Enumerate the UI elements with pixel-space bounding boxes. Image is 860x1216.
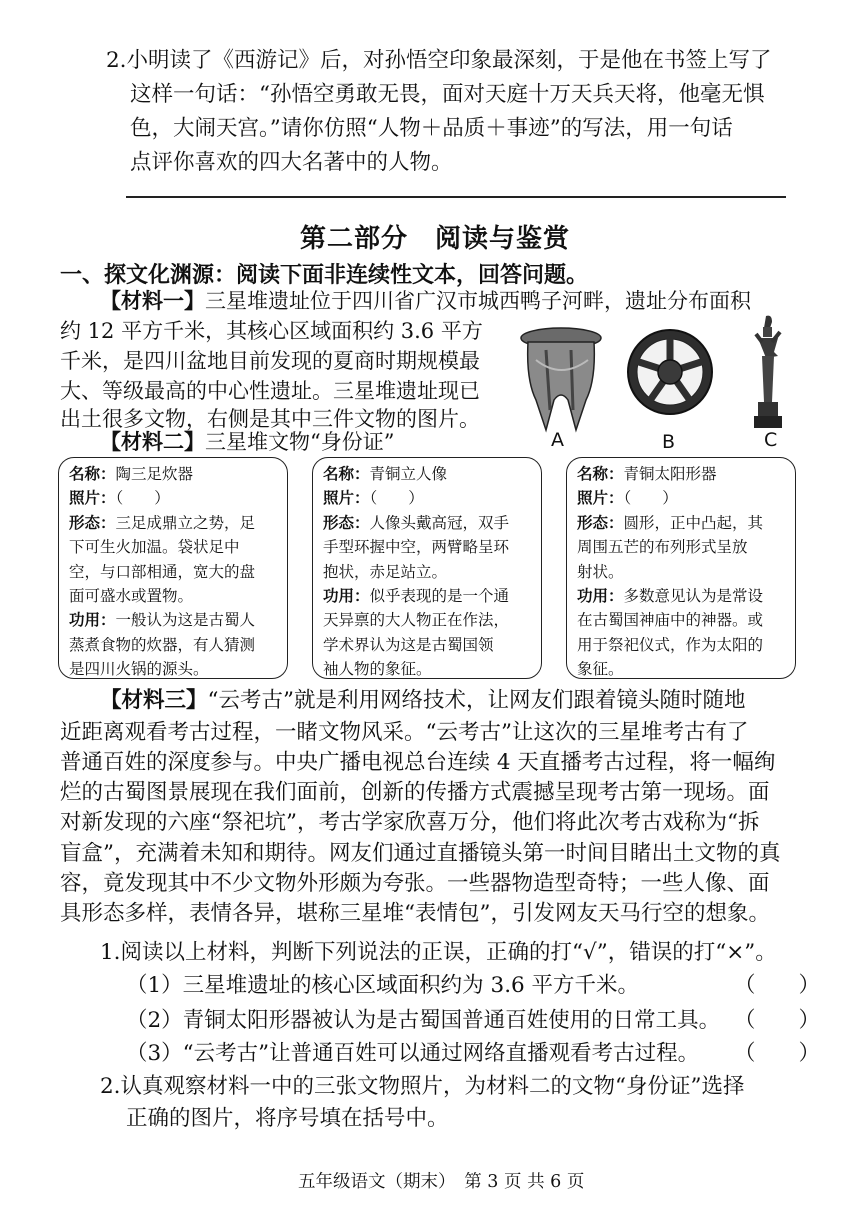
- id-card-standing-figure: [312, 457, 542, 679]
- question-1-item-1: （1）三星堆遗址的核心区域面积约为 3.6 平方千米。: [126, 973, 640, 998]
- material3-first-text: “云考古”就是利用网络技术，让网友们跟着镜头随时随地: [207, 688, 746, 713]
- card-name: 青铜立人像: [369, 465, 448, 483]
- card-shape-line: 射状。: [577, 562, 624, 581]
- card-shape-line: 下可生火加温。袋状足中: [69, 538, 240, 557]
- material2-tag: 【材料二】: [100, 429, 205, 454]
- question-1-item-3: （3）“云考古”让普通百姓可以通过网络直播观看考古过程。: [126, 1041, 700, 1066]
- material3-line-4: 对新发现的六座“祭祀坑”，考古学家欣喜万分，他们将此次考古戏称为“拆: [60, 810, 760, 835]
- card-shape-label: 形态：: [323, 512, 370, 532]
- card-func-line: 天异禀的大人物正在作法，: [323, 611, 510, 630]
- answer-paren-3[interactable]: （ ）: [734, 1041, 821, 1066]
- answer-paren-1[interactable]: （ ）: [734, 973, 821, 998]
- id-card-sun-disc: [566, 457, 796, 679]
- card-func-line: 在古蜀国神庙中的神器。或: [577, 611, 764, 630]
- material3-tag: 【材料三】: [100, 688, 208, 713]
- card-shape-line: 面可盛水或置物。: [69, 587, 194, 606]
- prev-q2-line-2: 这样一句话：“孙悟空勇敢无畏，面对天庭十万天兵天将，他毫无惧: [130, 82, 765, 107]
- card-func-label: 功用：: [577, 586, 624, 606]
- card-name-label: 名称：: [69, 464, 116, 483]
- answer-paren-2[interactable]: （ ）: [734, 1008, 821, 1033]
- card-shape-line: 三足成鼎立之势，足: [115, 513, 256, 532]
- section-title: 一、探文化渊源：阅读下面非连续性文本，回答问题。: [60, 262, 589, 288]
- card-func-label: 功用：: [69, 610, 116, 630]
- material1-first-line: [100, 286, 751, 316]
- page-footer: 五年级语文（期末） 第 3 页 共 6 页: [298, 1172, 585, 1192]
- material3-line-2: 普通百姓的深度参与。中央广播电视总台连续 4 天直播考古过程，将一幅绚: [60, 750, 776, 775]
- card-func-line: 多数意见认为是常设: [623, 587, 764, 606]
- material1-first-text: 三星堆遗址位于四川省广汉市城西鸭子河畔，遗址分布面积: [205, 289, 751, 313]
- image-label-c: C: [764, 429, 778, 451]
- question-1: 1.阅读以上材料，判断下列说法的正误，正确的打“√”，错误的打“×”。: [100, 940, 777, 965]
- material1-line-3: 大、等级最高的中心性遗址。三星堆遗址现已: [60, 379, 480, 403]
- question-2-line-2: 正确的图片，将序号填在括号中。: [126, 1106, 449, 1131]
- card-shape-line: 抱状，赤足站立。: [323, 562, 448, 581]
- card-shape-line: 圆形，正中凸起，其: [623, 513, 764, 532]
- card-name: 陶三足炊器: [115, 465, 194, 483]
- card-shape-line: 空，与口部相通，宽大的盘: [69, 562, 256, 581]
- card-func-label: 功用：: [323, 586, 370, 606]
- material3-line-3: 烂的古蜀图景展现在我们面前，创新的传播方式震撼呈现考古第一现场。面: [60, 780, 770, 805]
- card-name: 青铜太阳形器: [623, 465, 717, 483]
- card-photo-label: 照片：: [323, 488, 370, 508]
- card-shape-line: 周围五芒的布列形式呈放: [577, 538, 748, 557]
- material1-line-2: 千米，是四川盆地目前发现的夏商时期规模最: [60, 349, 480, 373]
- card-photo-blank: （ ）: [369, 489, 424, 508]
- card-photo-blank: （ ）: [623, 489, 678, 508]
- image-label-b: B: [662, 431, 676, 453]
- material2-title: 三星堆文物“身份证”: [205, 430, 395, 454]
- question-1-item-2: （2）青铜太阳形器被认为是古蜀国普通百姓使用的日常工具。: [126, 1008, 721, 1033]
- tripod-vessel-image: [516, 320, 606, 435]
- card-photo-label: 照片：: [577, 488, 624, 508]
- card-shape-label: 形态：: [69, 512, 116, 532]
- material3-line-6: 容，竟发现其中不少文物外形颇为夸张。一些器物造型奇特；一些人像、面: [60, 871, 770, 896]
- prev-q2-line-4: 点评你喜欢的四大名著中的人物。: [130, 150, 453, 175]
- card-name-label: 名称：: [323, 464, 370, 483]
- image-label-a: A: [551, 429, 564, 451]
- part-title: 第二部分 阅读与鉴赏: [300, 224, 571, 254]
- card-func-line: 一般认为这是古蜀人: [115, 611, 256, 630]
- card-func-line: 袖人物的象征。: [323, 660, 432, 679]
- material3-line-7: 具形态多样，表情各异，堪称三星堆“表情包”，引发网友天马行空的想象。: [60, 901, 770, 926]
- card-photo-label: 照片：: [69, 488, 116, 508]
- prev-q2-line-3: 色，大闹天宫。”请你仿照“人物＋品质＋事迹”的写法，用一句话: [130, 116, 733, 141]
- card-func-line: 象征。: [577, 660, 624, 679]
- card-shape-label: 形态：: [577, 512, 624, 532]
- answer-line: [126, 196, 786, 198]
- bronze-sun-disc-image: [624, 326, 716, 418]
- id-card-tripod: [58, 457, 288, 679]
- question-2-line-1: 2.认真观察材料一中的三张文物照片，为材料二的文物“身份证”选择: [100, 1074, 745, 1099]
- card-shape-line: 手型环握中空，两臂略呈环: [323, 538, 510, 557]
- material3-first-line: [100, 686, 746, 716]
- bronze-standing-figure-image: [748, 312, 788, 430]
- card-func-line: 是四川火锅的源头。: [69, 660, 209, 679]
- card-func-line: 用于祭祀仪式，作为太阳的: [577, 635, 764, 654]
- card-func-line: 蒸煮食物的炊器，有人猜测: [69, 635, 256, 654]
- material1-line-1: 约 12 平方千米，其核心区域面积约 3.6 平方: [60, 319, 483, 343]
- card-shape-line: 人像头戴高冠，双手: [369, 513, 510, 532]
- card-photo-blank: （ ）: [115, 489, 170, 508]
- card-func-line: 学术界认为这是古蜀国领: [323, 635, 494, 654]
- material3-line-1: 近距离观看考古过程，一睹文物风采。“云考古”让这次的三星堆考古有了: [60, 720, 749, 745]
- card-func-line: 似乎表现的是一个通: [369, 587, 510, 606]
- material1-tag: 【材料一】: [100, 288, 205, 313]
- material3-line-5: 盲盒”，充满着未知和期待。网友们通过直播镜头第一时间目睹出土文物的真: [60, 841, 781, 866]
- card-name-label: 名称：: [577, 464, 624, 483]
- material2-heading: [100, 427, 394, 457]
- prev-q2-line-1: 2.小明读了《西游记》后，对孙悟空印象最深刻，于是他在书签上写了: [106, 48, 772, 73]
- material1-line-4: 出土很多文物，右侧是其中三件文物的图片。: [60, 407, 480, 431]
